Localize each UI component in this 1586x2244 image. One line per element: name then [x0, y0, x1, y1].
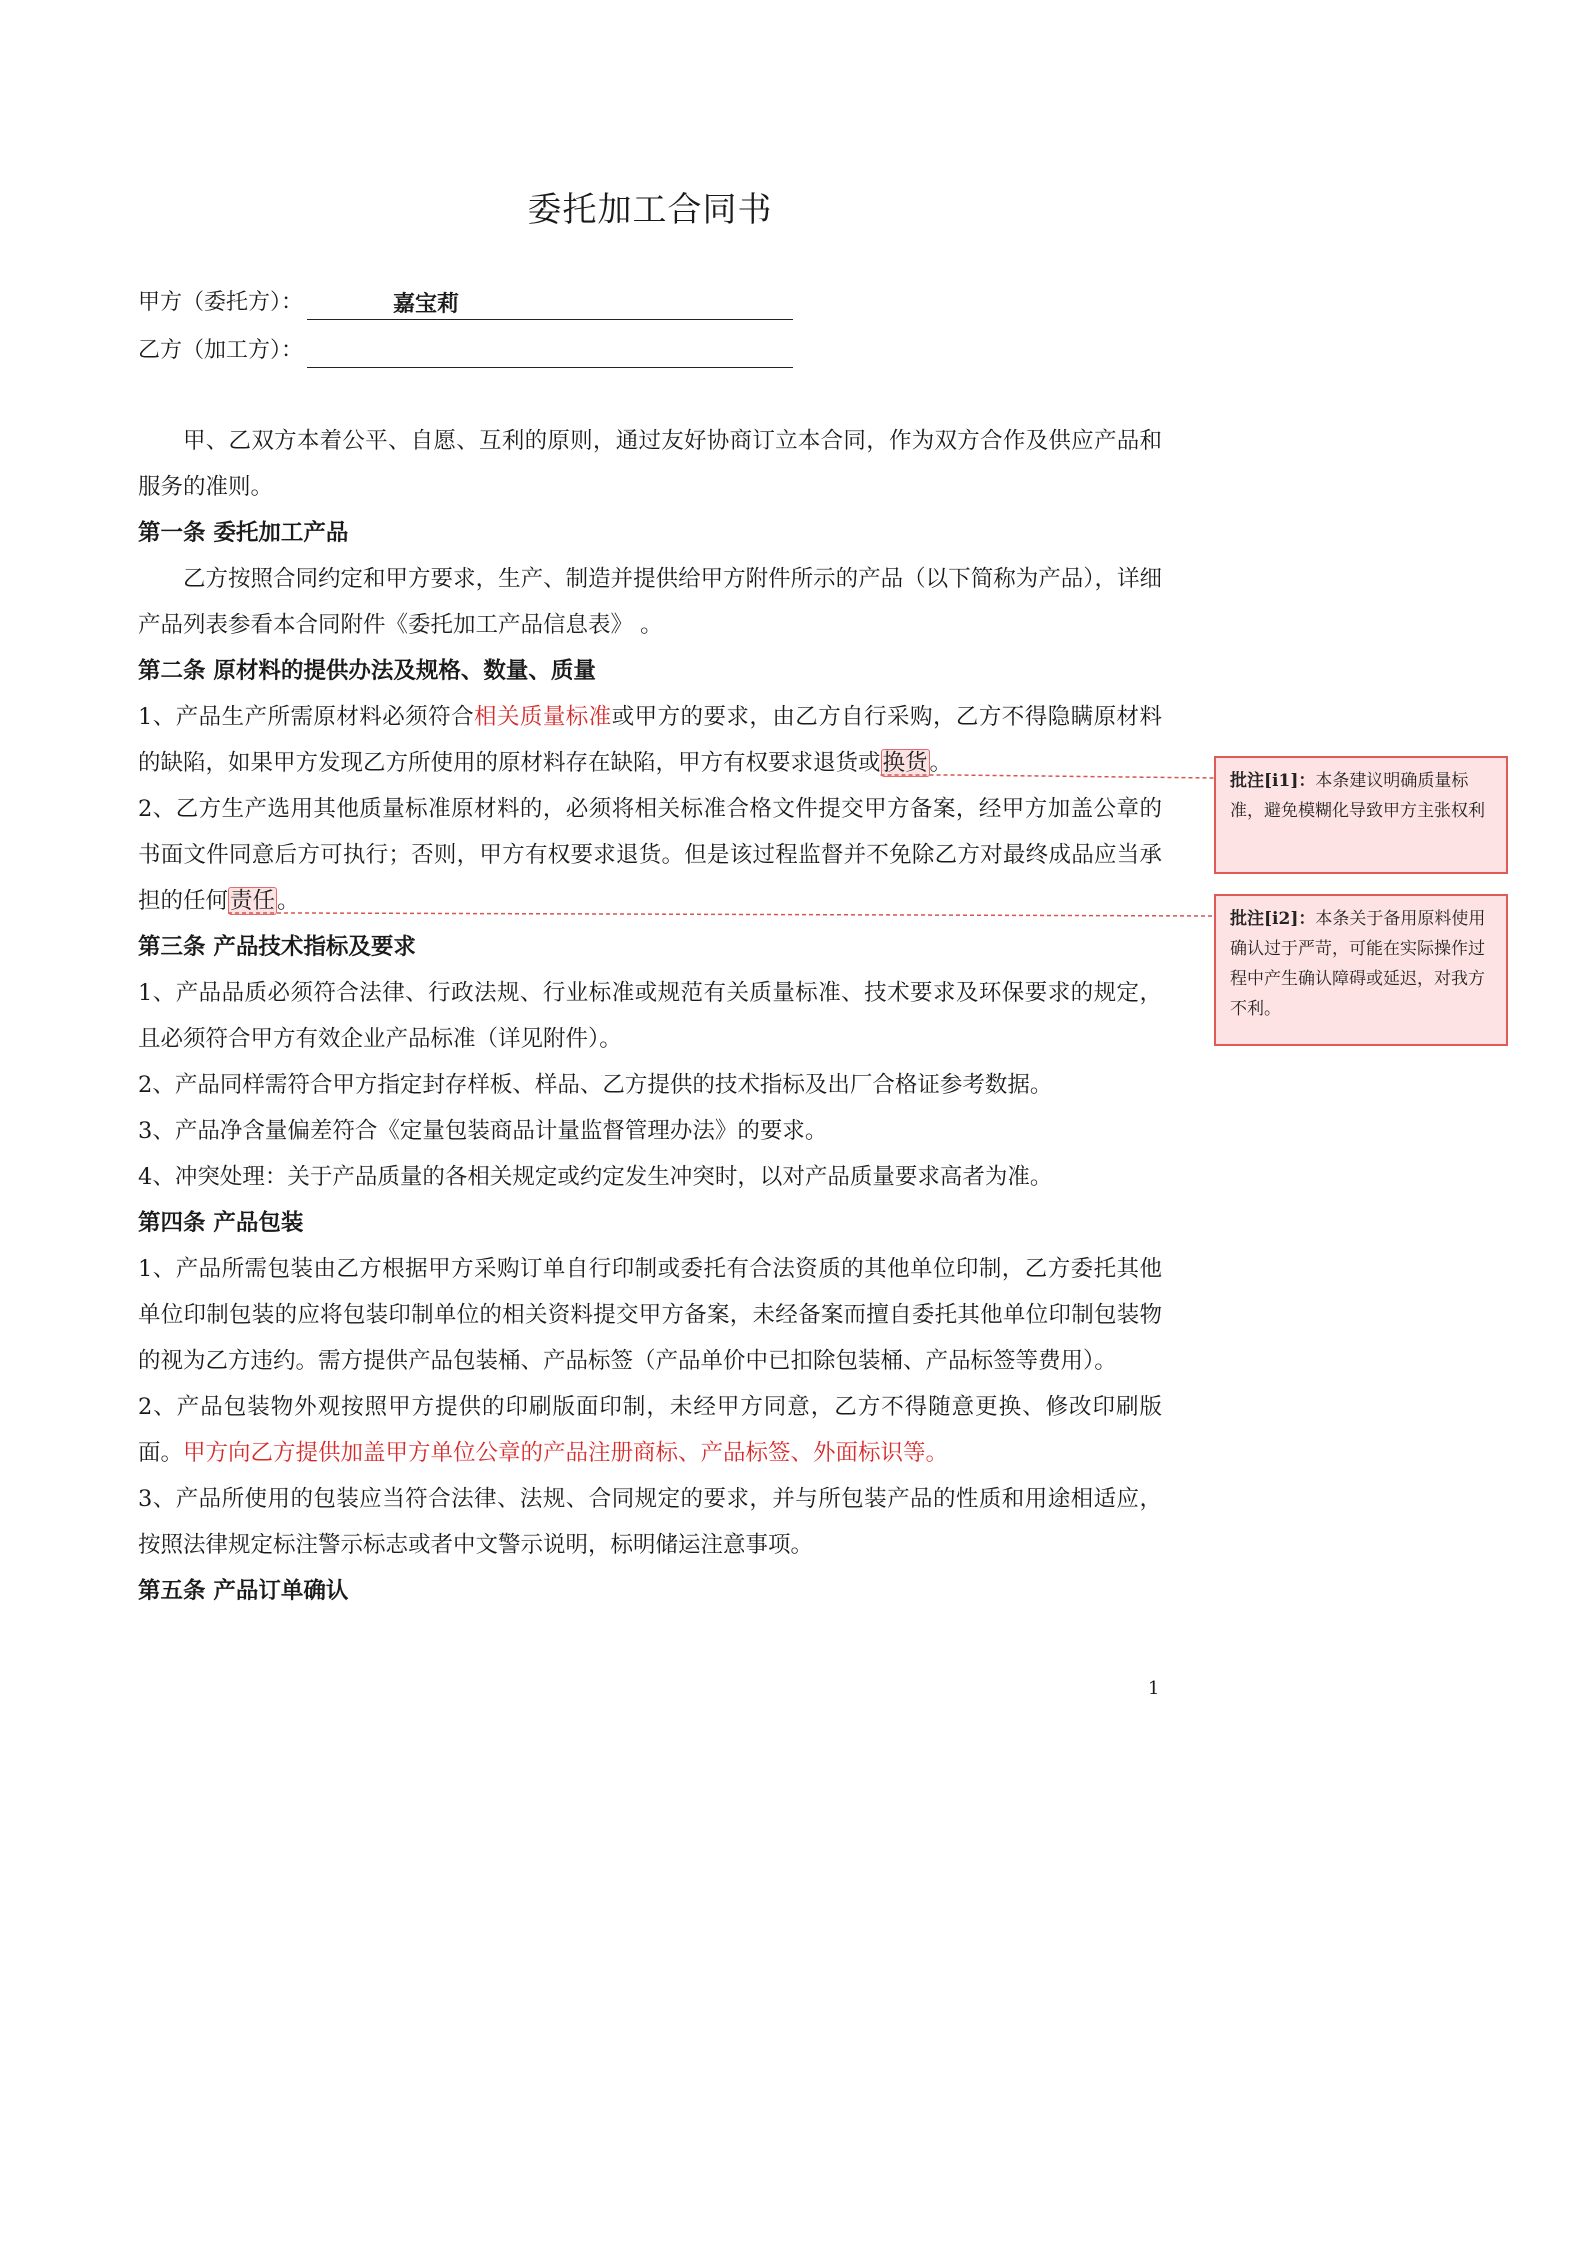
article-2-heading: 第二条 原材料的提供办法及规格、数量、质量 [138, 658, 596, 684]
comment-box-2[interactable] [1214, 894, 1508, 1046]
comment-2-text: 本条关于备用原料使用确认过于严苛，可能在实际操作过程中产生确认障碍或延迟，对我方不利。 [1230, 909, 1486, 1019]
text-run: 或甲方的要求，由乙方自行采购，乙方不得隐瞒原材料的缺陷，如果甲方发现乙方所使用的原材料存在缺陷，甲方有权要求退货或 [138, 704, 1162, 776]
party-b-label: 乙方（加工方）： [138, 338, 304, 363]
article-5-heading: 第五条 产品订单确认 [138, 1578, 349, 1604]
party-a-label: 甲方（委托方）： [138, 290, 304, 315]
party-a-field[interactable] [307, 287, 793, 320]
text-run: 2、乙方生产选用其他质量标准原材料的，必须将相关标准合格文件提交甲方备案，经甲方加盖公章的书面文件同意后方可执行；否则，甲方有权要求退货。但是该过程监督并不免除乙方对最终成品应当承担的任何 [138, 796, 1162, 914]
article-3-item-2: 2、产品同样需符合甲方指定封存样板、样品、乙方提供的技术指标及出厂合格证参考数据。 [138, 1072, 1053, 1098]
party-a-line [138, 286, 793, 320]
article-2-item-2 [138, 786, 1162, 924]
comment-box-1[interactable] [1214, 756, 1508, 874]
article-1-heading: 第一条 委托加工产品 [138, 520, 349, 546]
article-1-text: 乙方按照合同约定和甲方要求，生产、制造并提供给甲方附件所示的产品（以下简称为产品），详细产品列表参看本合同附件《委托加工产品信息表》 。 [138, 566, 1162, 638]
comment-2-label: 批注[i2]： [1230, 909, 1316, 929]
party-b-line [138, 334, 793, 368]
contract-body [138, 418, 1162, 1614]
page-number: 1 [1148, 1678, 1160, 1699]
party-a-value: 嘉宝莉 [393, 291, 460, 317]
comment-1-label: 批注[i1]： [1230, 771, 1316, 791]
intro-paragraph: 甲、乙双方本着公平、自愿、互利的原则，通过友好协商订立本合同，作为双方合作及供应产品和服务的准则。 [138, 428, 1162, 500]
article-3-item-4: 4、冲突处理：关于产品质量的各相关规定或约定发生冲突时，以对产品质量要求高者为准。 [138, 1164, 1053, 1190]
article-3-heading: 第三条 产品技术指标及要求 [138, 934, 416, 960]
article-3-item-3: 3、产品净含量偏差符合《定量包装商品计量监督管理办法》的要求。 [138, 1118, 828, 1144]
document-title: 委托加工合同书 [527, 190, 773, 230]
text-run: 2、产品包装物外观按照甲方提供的印刷版面印制，未经甲方同意，乙方不得随意更换、修改印刷版面。 [138, 1394, 1162, 1466]
comment-anchor-1[interactable]: 换货 [882, 750, 928, 776]
text-run: 。 [277, 888, 300, 914]
article-4-item-1: 1、产品所需包装由乙方根据甲方采购订单自行印制或委托有合法资质的其他单位印制，乙方委托其他单位印制包装的应将包装印制单位的相关资料提交甲方备案，未经备案而擅自委托其他单位印制包装物的视为乙方违约。需方提供产品包装桶、产品标签（产品单价中已扣除包装桶、产品标签等费用）。 [138, 1256, 1162, 1374]
comment-anchor-2[interactable]: 责任 [230, 888, 276, 914]
article-3-item-1: 1、产品品质必须符合法律、行政法规、行业标准或规范有关质量标准、技术要求及环保要求的规定，且必须符合甲方有效企业产品标准（详见附件）。 [138, 980, 1162, 1052]
comment-1-text: 本条建议明确质量标准，避免模糊化导致甲方主张权利 [1230, 771, 1485, 821]
article-4-item-3: 3、产品所使用的包装应当符合法律、法规、合同规定的要求，并与所包装产品的性质和用途相适应，按照法律规定标注警示标志或者中文警示说明，标明储运注意事项。 [138, 1486, 1162, 1558]
trademark-requirement-text: 甲方向乙方提供加盖甲方单位公章的产品注册商标、产品标签、外面标识等。 [183, 1440, 949, 1466]
article-4-heading: 第四条 产品包装 [138, 1210, 304, 1236]
article-2-item-1 [138, 694, 1162, 786]
quality-standard-text: 相关质量标准 [474, 704, 612, 730]
text-run: 。 [929, 750, 953, 776]
article-4-item-2 [138, 1384, 1162, 1476]
party-b-field[interactable] [307, 335, 793, 368]
text-run: 1、产品生产所需原材料必须符合 [138, 704, 475, 730]
